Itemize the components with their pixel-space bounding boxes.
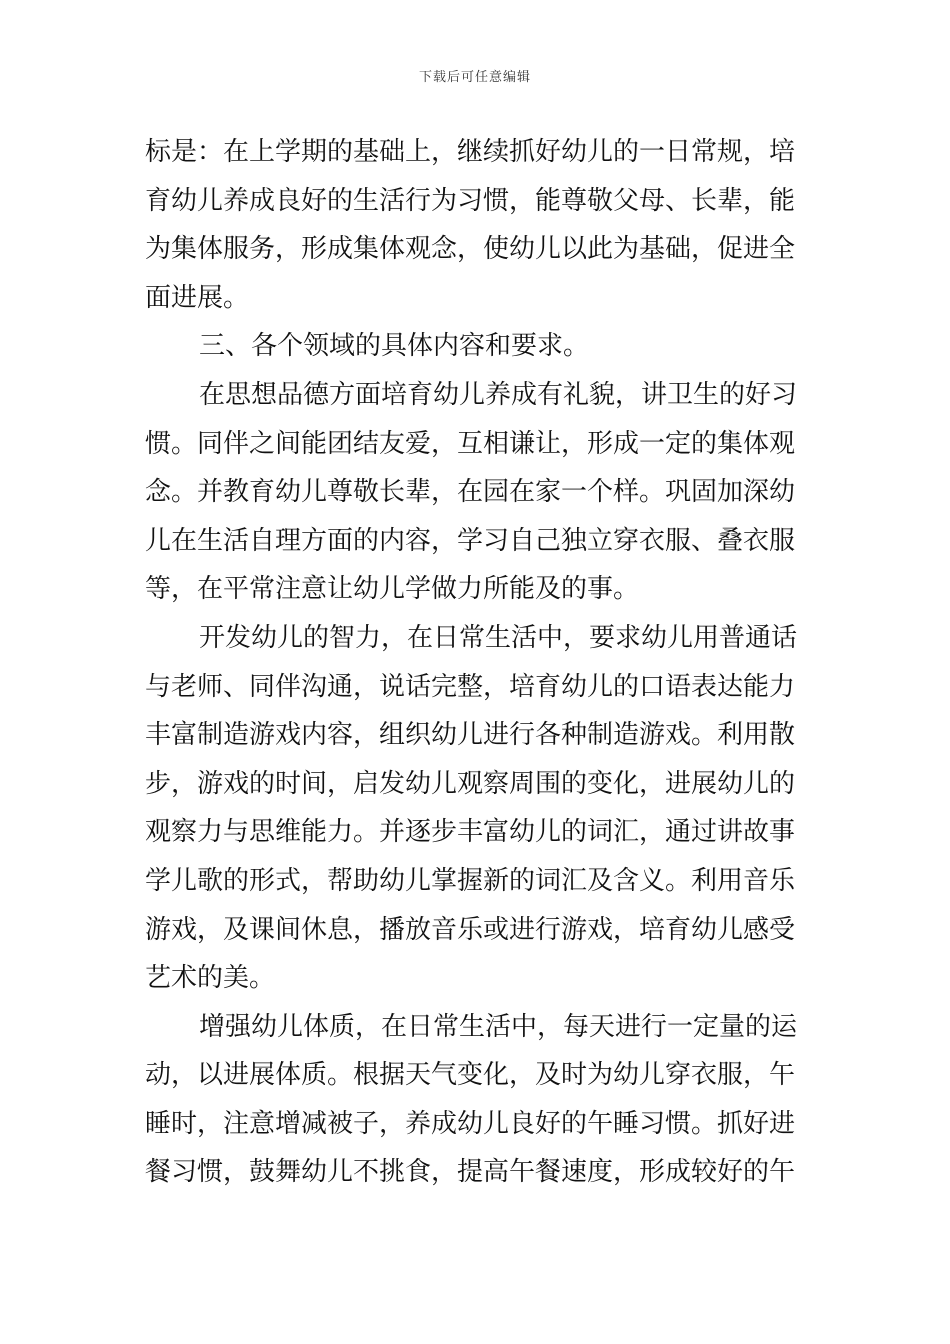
body-text	[145, 128, 809, 1197]
text-line: 等，在平常注意让幼儿学做力所能及的事。	[145, 574, 640, 605]
text-line: 丰富制造游戏内容，组织幼儿进行各种制造游戏。利用散	[145, 720, 796, 751]
text-line: 面进展。	[145, 282, 250, 313]
text-line: 动，以进展体质。根据天气变化，及时为幼儿穿衣服，午	[145, 1060, 796, 1091]
text-line: 开发幼儿的智力，在日常生活中，要求幼儿用普通话	[199, 622, 798, 653]
text-line: 睡时，注意增减被子，养成幼儿良好的午睡习惯。抓好进	[145, 1108, 796, 1139]
text-line: 在思想品德方面培育幼儿养成有礼貌，讲卫生的好习	[199, 379, 798, 410]
text-line: 餐习惯，鼓舞幼儿不挑食，提高午餐速度，形成较好的午	[145, 1157, 796, 1188]
text-line: 游戏，及课间休息，播放音乐或进行游戏，培育幼儿感受	[145, 914, 796, 945]
text-line: 为集体服务，形成集体观念，使幼儿以此为基础，促进全	[145, 234, 796, 265]
text-line: 与老师、同伴沟通，说话完整，培育幼儿的口语表达能力	[145, 671, 796, 702]
text-line: 标是：在上学期的基础上，继续抓好幼儿的一日常规，培	[145, 137, 796, 167]
text-line: 观察力与思维能力。并逐步丰富幼儿的词汇，通过讲故事	[145, 817, 796, 848]
section-heading: 三、各个领域的具体内容和要求。	[199, 331, 590, 362]
text-line: 步，游戏的时间，启发幼儿观察周围的变化，进展幼儿的	[145, 768, 796, 799]
text-line: 增强幼儿体质，在日常生活中，每天进行一定量的运	[199, 1011, 798, 1042]
text-line: 念。并教育幼儿尊敬长辈，在园在家一个样。巩固加深幼	[145, 477, 796, 508]
text-line: 儿在生活自理方面的内容，学习自己独立穿衣服、叠衣服	[145, 525, 796, 556]
header-note: 下载后可任意编辑	[418, 70, 531, 85]
text-line: 学儿歌的形式，帮助幼儿掌握新的词汇及含义。利用音乐	[145, 865, 796, 896]
text-line: 惯。同伴之间能团结友爱，互相谦让，形成一定的集体观	[145, 428, 796, 459]
text-line: 育幼儿养成良好的生活行为习惯，能尊敬父母、长辈，能	[145, 185, 796, 216]
text-line: 艺术的美。	[145, 963, 276, 994]
